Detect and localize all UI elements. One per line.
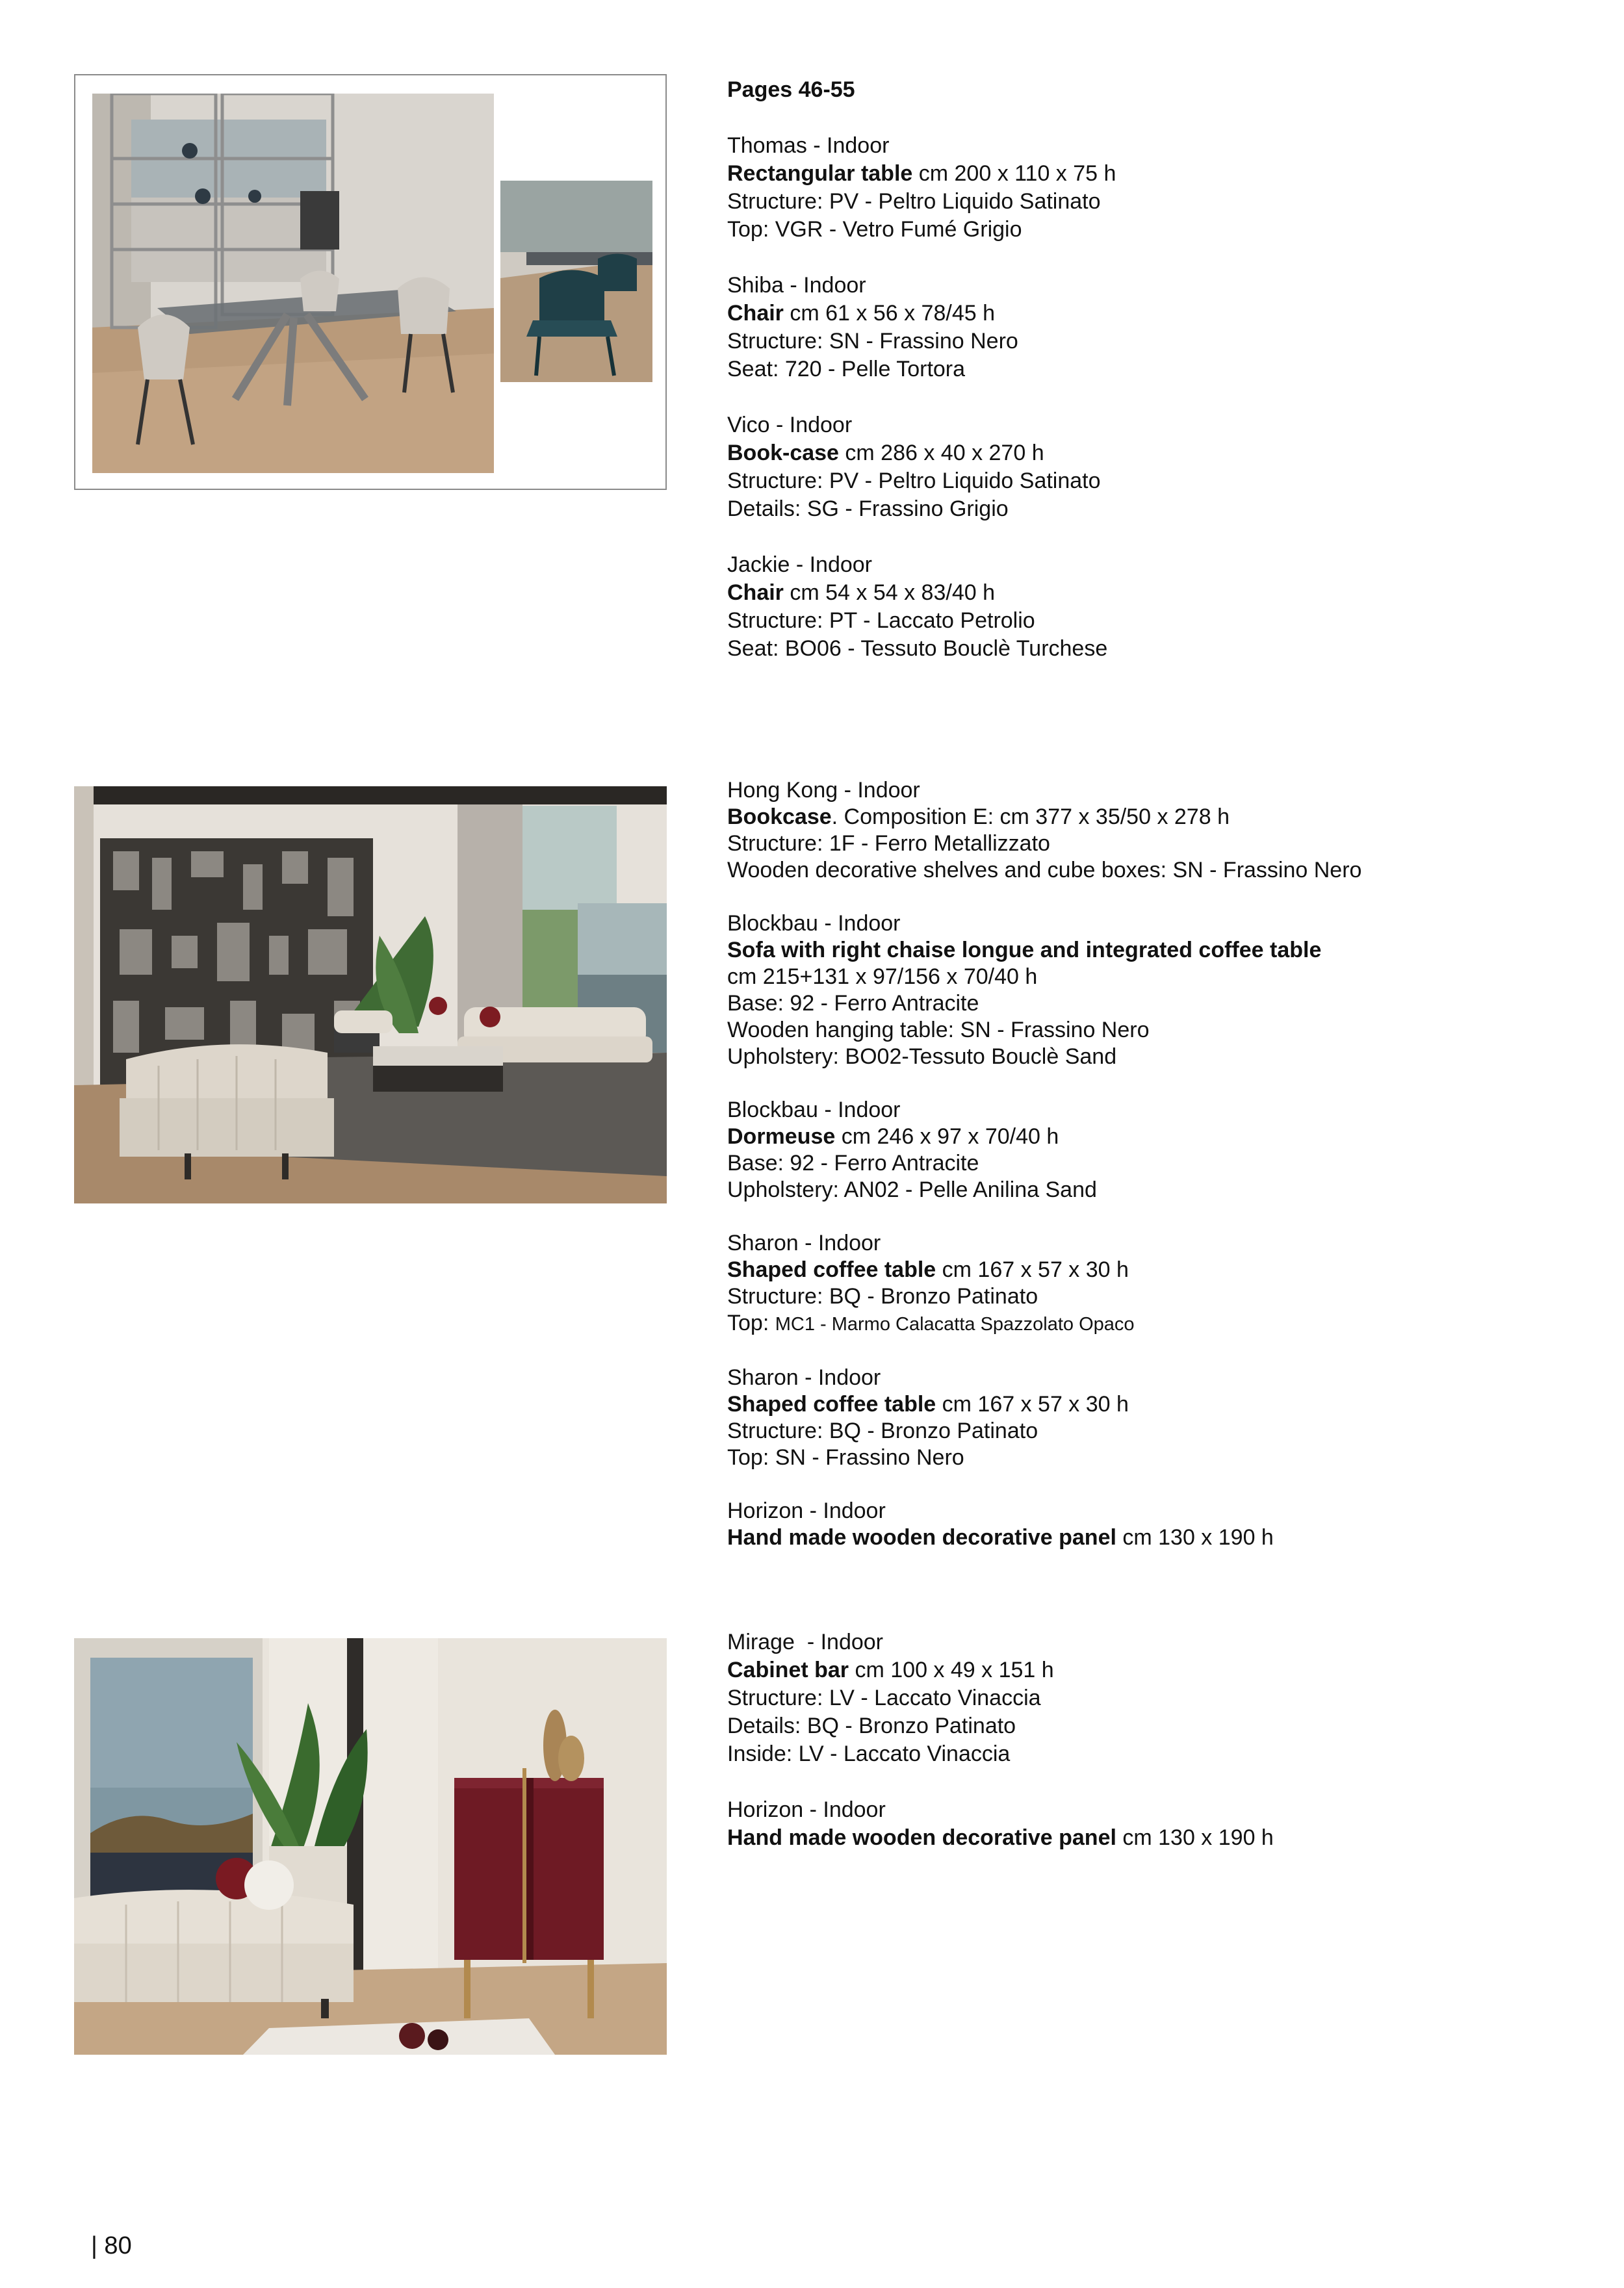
product-top-value: MC1 - Marmo Calacatta Spazzolato Opaco xyxy=(775,1314,1135,1335)
product-entry xyxy=(727,1628,1585,1768)
product-entry xyxy=(727,1498,1585,1551)
product-type: Bookcase xyxy=(727,804,832,829)
product-type: Hand made wooden decorative panel xyxy=(727,1825,1116,1850)
product-detail: Top: VGR - Vetro Fumé Grigio xyxy=(727,217,1022,242)
product-dimensions: cm 100 x 49 x 151 h xyxy=(849,1658,1054,1682)
product-list-section-3 xyxy=(727,1628,1585,1880)
product-detail: Base: 92 - Ferro Antracite xyxy=(727,991,979,1016)
product-detail: Structure: PV - Peltro Liquido Satinato xyxy=(727,189,1101,214)
product-detail: Inside: LV - Laccato Vinaccia xyxy=(727,1742,1011,1766)
product-name: Horizon - Indoor xyxy=(727,1797,886,1822)
product-type: Chair xyxy=(727,301,784,326)
product-name: Blockbau - Indoor xyxy=(727,1098,901,1122)
product-dimensions: cm 200 x 110 x 75 h xyxy=(912,161,1116,186)
product-entry xyxy=(727,272,1585,383)
product-detail: Details: BQ - Bronzo Patinato xyxy=(727,1714,1016,1738)
product-dimensions: cm 167 x 57 x 30 h xyxy=(936,1392,1129,1417)
product-entry xyxy=(727,777,1585,884)
product-detail: Seat: 720 - Pelle Tortora xyxy=(727,357,966,381)
product-name: Shiba - Indoor xyxy=(727,273,866,298)
photo-living-room-bookcase xyxy=(74,786,667,1203)
product-type: Chair xyxy=(727,580,784,605)
product-entry xyxy=(727,1796,1585,1852)
product-dimensions: cm 246 x 97 x 70/40 h xyxy=(835,1124,1059,1149)
product-detail: Base: 92 - Ferro Antracite xyxy=(727,1151,979,1176)
product-detail: Structure: SN - Frassino Nero xyxy=(727,329,1018,353)
product-name: Sharon - Indoor xyxy=(727,1365,881,1390)
product-top-label: Top: xyxy=(727,1311,775,1335)
product-entry xyxy=(727,1230,1585,1338)
product-type: Rectangular table xyxy=(727,161,913,186)
product-entry xyxy=(727,551,1585,663)
product-name: Horizon - Indoor xyxy=(727,1498,886,1523)
product-name: Sharon - Indoor xyxy=(727,1231,881,1255)
product-type: Hand made wooden decorative panel xyxy=(727,1525,1116,1550)
product-detail: Upholstery: BO02-Tessuto Bouclè Sand xyxy=(727,1044,1117,1069)
product-name: Mirage - Indoor xyxy=(727,1630,883,1654)
product-name: Hong Kong - Indoor xyxy=(727,778,920,803)
product-type: Shaped coffee table xyxy=(727,1257,936,1282)
product-detail: Structure: 1F - Ferro Metallizzato xyxy=(727,831,1050,856)
product-detail: Structure: BQ - Bronzo Patinato xyxy=(727,1284,1038,1309)
product-name: Jackie - Indoor xyxy=(727,552,872,577)
photo-dining-chair-detail xyxy=(500,181,652,382)
product-entry xyxy=(727,132,1585,244)
product-entry xyxy=(727,1365,1585,1471)
product-type: Sofa with right chaise longue and integrated coffee table xyxy=(727,938,1322,962)
product-dimensions: cm 130 x 190 h xyxy=(1116,1825,1274,1850)
product-detail: Structure: PT - Laccato Petrolio xyxy=(727,608,1035,633)
page-number: | 80 xyxy=(91,2232,132,2259)
product-entry xyxy=(727,411,1585,523)
product-name: Thomas - Indoor xyxy=(727,133,890,158)
pages-heading: Pages 46-55 xyxy=(727,77,855,102)
product-list-section-2 xyxy=(727,777,1585,1578)
product-detail: Details: SG - Frassino Grigio xyxy=(727,496,1009,521)
product-detail: Seat: BO06 - Tessuto Bouclè Turchese xyxy=(727,636,1108,661)
photo-dining-room xyxy=(92,94,494,473)
product-dimensions: cm 54 x 54 x 83/40 h xyxy=(783,580,995,605)
product-detail: Upholstery: AN02 - Pelle Anilina Sand xyxy=(727,1177,1097,1202)
product-detail: Top: SN - Frassino Nero xyxy=(727,1445,964,1470)
product-dimensions: cm 61 x 56 x 78/45 h xyxy=(783,301,995,326)
product-dimensions: cm 130 x 190 h xyxy=(1116,1525,1274,1550)
product-detail: Wooden decorative shelves and cube boxes: SN - Frassino Nero xyxy=(727,858,1362,882)
product-list-section-1 xyxy=(727,76,1585,691)
product-dimensions: . Composition E: cm 377 x 35/50 x 278 h xyxy=(831,804,1230,829)
product-type: Book-case xyxy=(727,441,839,465)
product-detail: Structure: LV - Laccato Vinaccia xyxy=(727,1686,1041,1710)
product-dimensions: cm 167 x 57 x 30 h xyxy=(936,1257,1129,1282)
product-detail: cm 215+131 x 97/156 x 70/40 h xyxy=(727,964,1038,989)
product-entry xyxy=(727,910,1585,1070)
product-name: Blockbau - Indoor xyxy=(727,911,901,936)
product-type: Cabinet bar xyxy=(727,1658,849,1682)
product-detail: Structure: PV - Peltro Liquido Satinato xyxy=(727,469,1101,493)
product-detail: Structure: BQ - Bronzo Patinato xyxy=(727,1419,1038,1443)
photo-frame-dining xyxy=(74,74,667,490)
product-entry xyxy=(727,1097,1585,1203)
product-type: Dormeuse xyxy=(727,1124,836,1149)
product-type: Shaped coffee table xyxy=(727,1392,936,1417)
product-detail: Wooden hanging table: SN - Frassino Nero xyxy=(727,1018,1150,1042)
product-dimensions: cm 286 x 40 x 270 h xyxy=(838,441,1044,465)
product-name: Vico - Indoor xyxy=(727,413,853,437)
photo-lounge-cabinet-bar xyxy=(74,1638,667,2055)
